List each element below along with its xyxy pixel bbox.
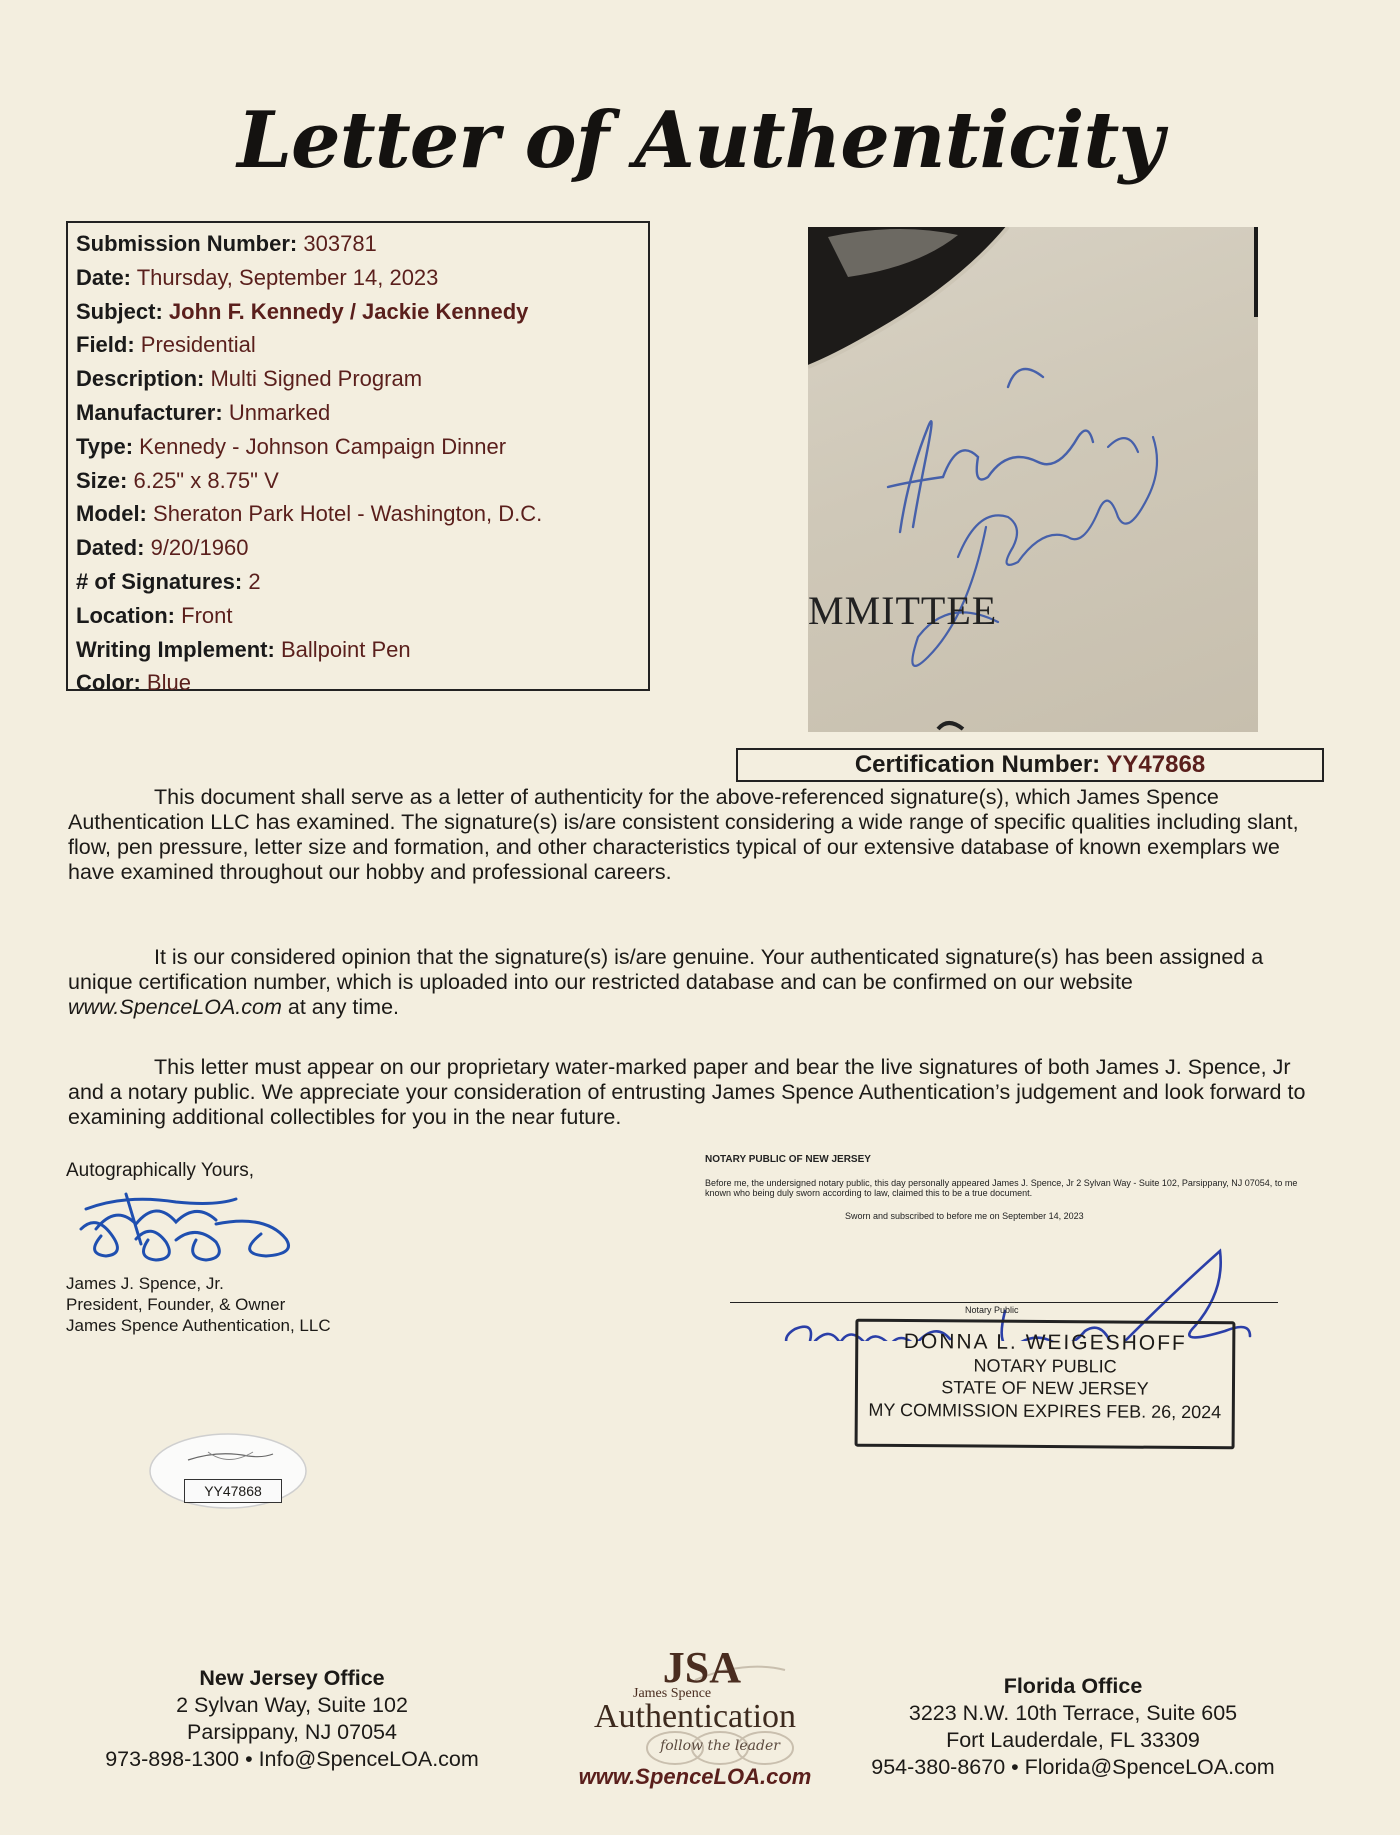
info-label: Date: [76,264,132,290]
info-label: Location: [76,602,175,628]
logo-website[interactable]: www.SpenceLOA.com [578,1764,812,1789]
info-label: Subject: [76,298,163,324]
spence-signature [66,1184,306,1269]
office-contact: 954-380-8670 • Florida@SpenceLOA.com [871,1755,1275,1779]
logo-subtext: James Spence [633,1686,712,1701]
notary-signature-line [730,1302,1278,1303]
stamp-title: NOTARY PUBLIC [973,1355,1117,1376]
info-value: Thursday, September 14, 2023 [136,264,439,290]
certification-box [736,748,1324,782]
office-city: Fort Lauderdale, FL 33309 [946,1728,1200,1752]
notary-sworn: Sworn and subscribed to before me on September 14, 2023 [845,1210,1084,1221]
jfk-signature [888,369,1093,532]
info-row [76,430,640,464]
hologram-sticker [148,1432,308,1510]
info-value: Presidential [140,332,256,358]
info-row [76,362,640,396]
signed-item-photo [808,227,1258,732]
info-row [76,599,640,633]
closing-text: Autographically Yours, [66,1160,255,1181]
fl-office [848,1673,1298,1781]
info-row [76,328,640,362]
notary-block [705,1154,1305,1315]
paragraph-2 [68,945,1318,1020]
paragraph-text-end: at any time. [281,995,400,1019]
logo-tagline: follow the leader [660,1738,780,1754]
photo-caption-text: MMITTEE [808,588,998,633]
website-link[interactable]: www.SpenceLOA.com [68,995,282,1019]
info-label: Writing Implement: [76,636,275,662]
office-title: Florida Office [1003,1674,1143,1698]
page-title: Letter of Authenticity [237,95,1163,186]
photo-artwork [808,227,1258,732]
info-box [66,221,650,696]
office-address: 3223 N.W. 10th Terrace, Suite 605 [908,1701,1238,1725]
info-label: Submission Number: [76,231,298,256]
info-row [76,531,640,565]
certification-label: Certification Number: [854,751,1101,778]
paragraph-1 [68,785,1318,885]
info-row [76,565,640,599]
signer-block [66,1160,466,1336]
stamp-name: DONNA L. WEIGESHOFF [903,1330,1187,1355]
paragraph-text [68,945,1318,1020]
sticker-number: YY47868 [184,1479,282,1503]
photo-edge [1254,227,1258,317]
info-value: Sheraton Park Hotel - Washington, D.C. [153,501,543,527]
signer-name: James J. Spence, Jr. [66,1274,224,1293]
logo-authentication-text: Authentication [593,1698,797,1735]
info-value: 9/20/1960 [150,535,249,561]
info-row [76,396,640,430]
info-row [76,497,640,531]
logo-jsa-text: JSA [662,1643,741,1692]
info-row [76,633,640,667]
info-value: Multi Signed Program [210,366,423,392]
signer-company: James Spence Authentication, LLC [66,1316,331,1335]
info-label: Model: [76,501,147,527]
stamp-expiry: MY COMMISSION EXPIRES FEB. 26, 2024 [868,1399,1222,1422]
info-value: Kennedy - Johnson Campaign Dinner [139,433,507,459]
info-value: 6.25" x 8.75" V [133,467,279,493]
info-value: John F. Kennedy / Jackie Kennedy [168,298,529,324]
info-value: 2 [248,568,261,594]
info-label: # of Signatures: [76,568,243,594]
paragraph-text: This letter must appear on our proprietary water-marked paper and bear the live signatures of both James J. Spence, Jr and a notary public. We appreciate your consideration of entrusting James Spence Authentication’s judgement and look forward to examining additional collectibles for you in the near future. [68,1055,1306,1129]
info-label: Manufacturer: [76,399,223,425]
paragraph-text: This document shall serve as a letter of authenticity for the above-referenced signature(s), which James Spence Authentication LLC has examined. The signature(s) is/are consistent considering a wide range of specific qualities including slant, flow, pen pressure, letter size and formation, and other characteristics typical of our extensive database of known exemplars we have examined throughout our hobby and professional careers. [68,785,1299,884]
notary-statement: Before me, the undersigned notary public, this day personally appeared James J. Spence, Jr 2 Sylvan Way - Suite 102, Parsippany, NJ 07054, to me known who being duly sworn according to law, claimed this to be a true document. [705,1177,1298,1198]
info-label: Size: [76,467,128,493]
info-value: Front [181,602,233,628]
paragraph-text-start: It is our considered opinion that the signature(s) is/are genuine. Your authenticated signature(s) has been assigned a unique certification number, which is uploaded into our restricted database and can be confirmed on our website [68,945,1264,994]
stamp-state: STATE OF NEW JERSEY [941,1377,1149,1399]
info-row [76,295,640,329]
signer-role: President, Founder, & Owner [66,1295,286,1314]
info-value: Ballpoint Pen [280,636,411,662]
office-title: New Jersey Office [199,1666,385,1690]
nj-office [72,1665,512,1773]
info-value: Blue [146,670,191,696]
office-address: 2 Sylvan Way, Suite 102 [176,1693,408,1717]
certification-number: YY47868 [1106,751,1206,778]
info-value: 303781 [303,231,377,256]
notary-heading: NOTARY PUBLIC OF NEW JERSEY [705,1154,871,1165]
info-row [76,666,640,700]
info-label: Dated: [76,535,145,561]
notary-public-label: Notary Public [965,1305,1019,1315]
info-label: Field: [76,332,135,358]
info-row [76,261,640,295]
office-contact: 973-898-1300 • Info@SpenceLOA.com [105,1747,479,1771]
info-label: Type: [76,433,134,459]
notary-stamp [855,1319,1236,1450]
info-label: Color: [76,670,141,696]
info-label: Description: [76,366,205,392]
info-row [76,227,640,261]
office-city: Parsippany, NJ 07054 [187,1720,397,1744]
jsa-logo [545,1640,845,1810]
info-row [76,464,640,498]
info-value: Unmarked [228,399,331,425]
paragraph-3 [68,1055,1318,1130]
